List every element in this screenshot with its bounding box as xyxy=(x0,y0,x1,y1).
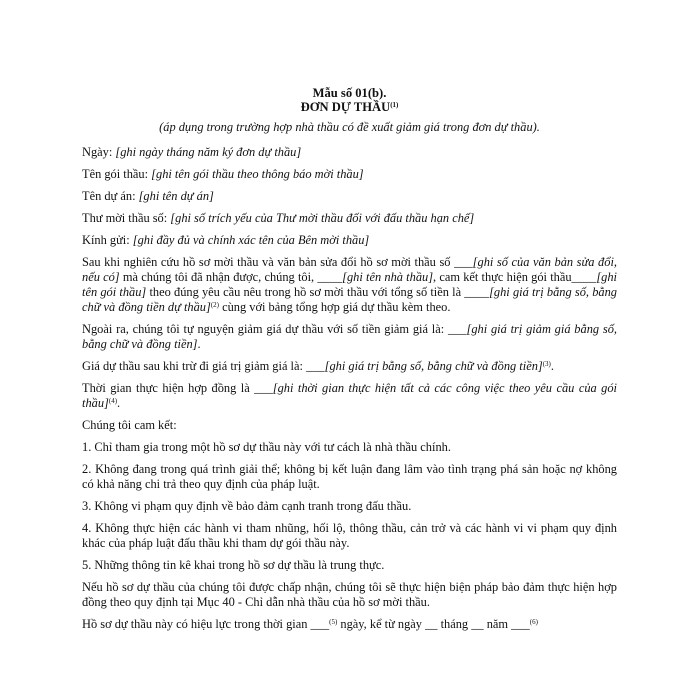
subtitle: (áp dụng trong trường hợp nhà thầu có đề xuất giảm giá trong đơn dự thầu). xyxy=(159,120,540,134)
project-hint: [ghi tên dự án] xyxy=(138,189,214,203)
project-label: Tên dự án: xyxy=(82,189,139,203)
commitment-item-1: 1. Chỉ tham gia trong một hồ sơ dự thầu này với tư cách là nhà thầu chính. xyxy=(82,440,451,454)
package-label: Tên gói thầu: xyxy=(82,167,152,181)
validity-text-1: Hồ sơ dự thầu này có hiệu lực trong thời gian ___ xyxy=(82,617,330,631)
recipient-line xyxy=(82,233,617,248)
validity-text-2: ngày, kể từ ngày __ tháng __ năm ___ xyxy=(337,617,530,631)
invitation-line xyxy=(82,211,617,226)
commitment-item-2: 2. Không đang trong quá trình giải thể; không bị kết luận đang lâm vào tình trạng phá sản hoặc nợ không có khả năng chi trả theo quy định của pháp luật. xyxy=(82,462,617,491)
package-line xyxy=(82,167,617,182)
bid-hint-amount: [ghi giá trị bằng số, bằng chữ và đồng tiền dự thầu] xyxy=(82,285,617,314)
recipient-label: Kính gửi: xyxy=(82,233,133,247)
discount-end: . xyxy=(197,337,201,351)
duration-text: Thời gian thực hiện hợp đồng là ___ xyxy=(82,381,273,395)
net-price-paragraph xyxy=(82,359,617,374)
footnote-ref-4: (4) xyxy=(108,397,118,405)
discount-paragraph xyxy=(82,322,617,352)
invitation-hint: [ghi số trích yếu của Thư mời thầu đối với đấu thầu hạn chế] xyxy=(170,211,475,225)
bid-text-4: theo đúng yêu cầu nêu trong hồ sơ mời thầu với tổng số tiền là ____ xyxy=(146,285,490,299)
form-number: Mẫu số 01(b). xyxy=(312,86,387,100)
page-title xyxy=(82,100,617,114)
commitment-item-4: 4. Không thực hiện các hành vi tham nhũng, hối lộ, thông thầu, cản trở và các hành vi vi phạm quy định khác của pháp luật đấu thầu khi tham dự gói thầu này. xyxy=(82,521,617,550)
bid-text-1: Sau khi nghiên cứu hồ sơ mời thầu và văn bản sửa đổi hồ sơ mời thầu số ___ xyxy=(82,255,473,269)
package-hint: [ghi tên gói thầu theo thông báo mời thầu] xyxy=(151,167,364,181)
commitment-item-5: 5. Những thông tin kê khai trong hồ sơ dự thầu là trung thực. xyxy=(82,558,385,572)
commitment-item-3: 3. Không vi phạm quy định về bảo đảm cạnh tranh trong đấu thầu. xyxy=(82,499,412,513)
bid-hint-bidder: [ghi tên nhà thầu] xyxy=(342,270,434,284)
net-price-hint: [ghi giá trị bằng số, bằng chữ và đồng tiền] xyxy=(324,359,543,373)
net-price-end: . xyxy=(550,359,554,373)
footnote-ref-6: (6) xyxy=(529,618,538,626)
title-text: ĐƠN DỰ THẦU xyxy=(300,100,391,114)
duration-end: . xyxy=(117,396,121,410)
duration-paragraph xyxy=(82,381,617,411)
date-hint: [ghi ngày tháng năm ký đơn dự thầu] xyxy=(115,145,302,159)
discount-text: Ngoài ra, chúng tôi tự nguyện giảm giá dự thầu với số tiền giảm giá là: ___ xyxy=(82,322,467,336)
discount-hint: [ghi giá trị giảm giá bằng số, bằng chữ và đồng tiền] xyxy=(82,322,617,351)
net-price-text: Giá dự thầu sau khi trừ đi giá trị giảm giá là: ___ xyxy=(82,359,325,373)
bid-hint-amendment: [ghi số của văn bản sửa đổi, nếu có] xyxy=(82,255,617,284)
date-label: Ngày: xyxy=(82,145,116,159)
title-footnote-ref: (1) xyxy=(390,101,399,109)
footnote-ref-5: (5) xyxy=(329,618,338,626)
recipient-hint: [ghi đầy đủ và chính xác tên của Bên mời thầu] xyxy=(132,233,370,247)
bid-paragraph xyxy=(82,255,617,315)
document-page xyxy=(82,86,617,639)
validity-paragraph xyxy=(82,617,617,632)
bid-hint-package: [ghi tên gói thầu] xyxy=(82,270,617,299)
bid-text-3: , cam kết thực hiện gói thầu____ xyxy=(433,270,597,284)
duration-hint: [ghi thời gian thực hiện tất cả các công việc theo yêu cầu của gói thầu] xyxy=(82,381,618,410)
footnote-ref-3: (3) xyxy=(542,360,551,368)
date-line xyxy=(82,145,617,160)
acceptance-paragraph: Nếu hồ sơ dự thầu của chúng tôi được chấp nhận, chúng tôi sẽ thực hiện biện pháp bảo đảm thực hiện hợp đồng theo quy định tại Mục 40 - Chỉ dẫn nhà thầu của hồ sơ mời thầu. xyxy=(82,580,617,609)
project-line xyxy=(82,189,617,204)
invitation-label: Thư mời thầu số: xyxy=(82,211,171,225)
bid-text-2: mà chúng tôi đã nhận được, chúng tôi, ____ xyxy=(119,270,343,284)
commitment-intro: Chúng tôi cam kết: xyxy=(82,418,177,432)
bid-text-5: cùng với bảng tổng hợp giá dự thầu kèm theo. xyxy=(218,300,451,314)
footnote-ref-2: (2) xyxy=(210,301,219,309)
